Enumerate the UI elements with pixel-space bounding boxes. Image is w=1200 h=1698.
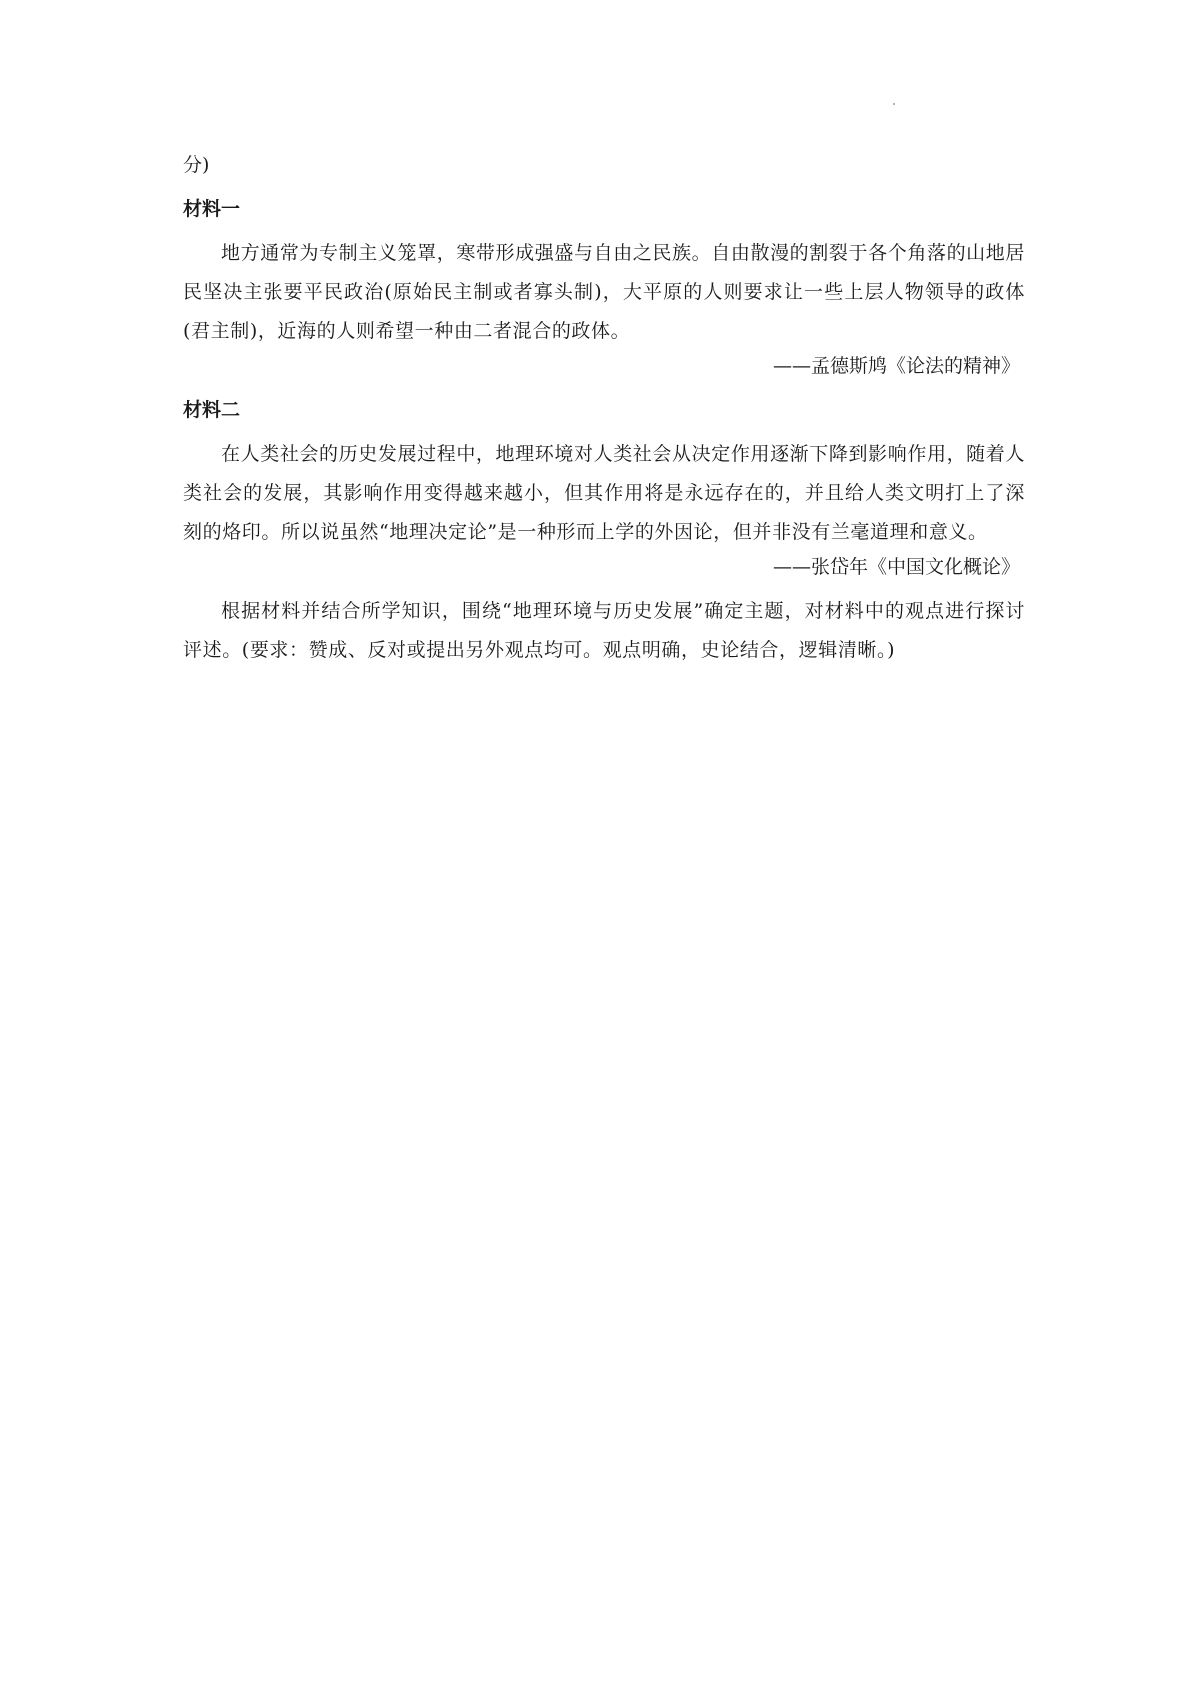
continuation-text: 分) bbox=[183, 154, 210, 176]
question-content bbox=[183, 150, 1025, 670]
scan-speck bbox=[893, 103, 895, 105]
material-one-heading: 材料一 bbox=[183, 198, 241, 220]
material-one-paragraph: 地方通常为专制主义笼罩，寒带形成强盛与自由之民族。自由散漫的割裂于各个角落的山地居民坚决主张要平民政治(原始民主制或者寡头制)，大平原的人则要求让一些上层人物领导的政体(君主制)，近海的人则希望一种由二者混合的政体。 bbox=[183, 242, 1025, 342]
material-one-source: ——孟德斯鸠《论法的精神》 bbox=[772, 355, 1020, 377]
material-two-source: ——张岱年《中国文化概论》 bbox=[772, 556, 1020, 578]
question-prompt: 根据材料并结合所学知识，围绕“地理环境与历史发展”确定主题，对材料中的观点进行探讨评述。(要求：赞成、反对或提出另外观点均可。观点明确，史论结合，逻辑清晰。) bbox=[183, 600, 1025, 661]
material-two-heading: 材料二 bbox=[183, 399, 241, 421]
material-two-paragraph: 在人类社会的历史发展过程中，地理环境对人类社会从决定作用逐渐下降到影响作用，随着人类社会的发展，其影响作用变得越来越小，但其作用将是永远存在的，并且给人类文明打上了深刻的烙印。所以说虽然“地理决定论”是一种形而上学的外因论，但并非没有兰毫道理和意义。 bbox=[183, 443, 1025, 543]
